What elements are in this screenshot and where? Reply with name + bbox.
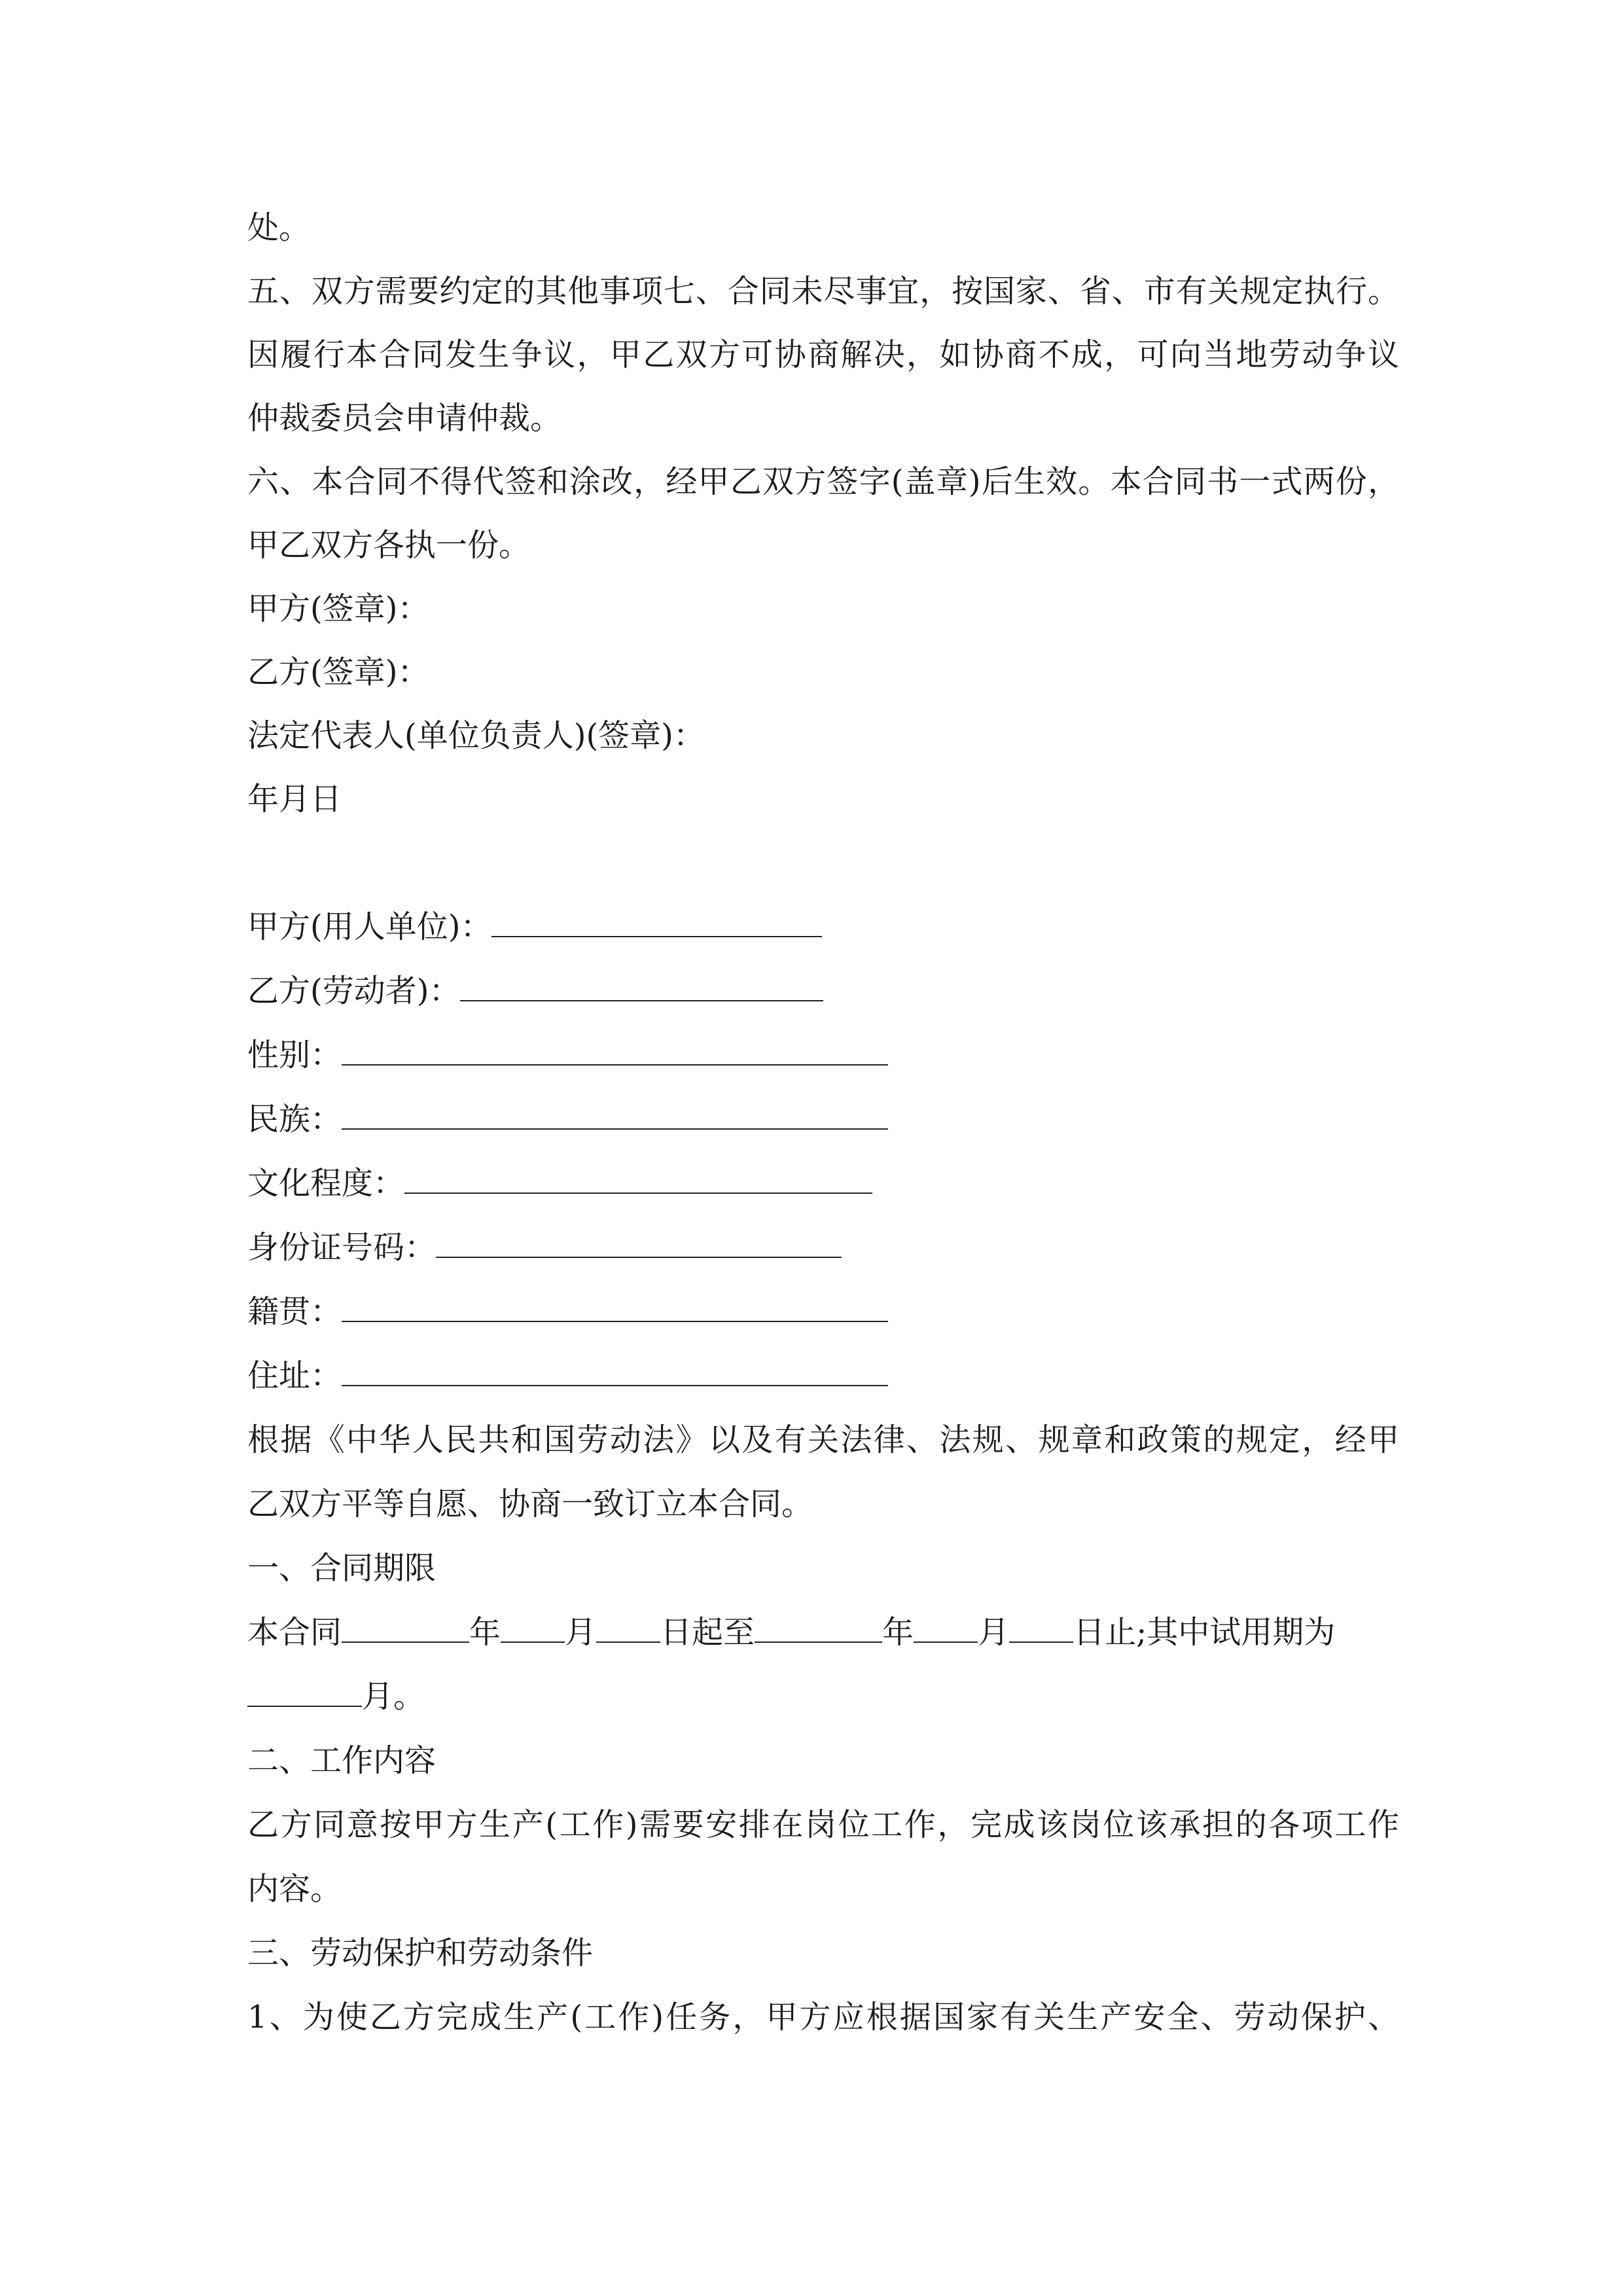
employer-blank[interactable] bbox=[491, 910, 822, 937]
clause-line: 处。 bbox=[247, 209, 311, 246]
clause-line: 因履行本合同发生争议，甲乙双方可协商解决，如协商不成，可向当地劳动争议 bbox=[247, 336, 1399, 373]
clause-five: 五、双方需要约定的其他事项七、合同未尽事宜，按国家、省、市有关规定执行。 bbox=[247, 273, 1399, 310]
contract-term-line bbox=[247, 1613, 1399, 1652]
month-label: 月 bbox=[565, 1614, 597, 1651]
clause-line: 甲乙双方各执一份。 bbox=[247, 527, 531, 564]
start-year-blank[interactable] bbox=[342, 1615, 469, 1643]
intro-paragraph: 根据《中华人民共和国劳动法》以及有关法律、法规、规章和政策的规定，经甲 bbox=[247, 1422, 1399, 1458]
day-start-label: 日起至 bbox=[660, 1614, 755, 1651]
ethnicity-blank[interactable] bbox=[342, 1102, 888, 1130]
clause-line: 仲裁委员会申请仲裁。 bbox=[247, 400, 562, 437]
probation-line bbox=[247, 1677, 1399, 1716]
clause-six: 六、本合同不得代签和涂改，经甲乙双方签字(盖章)后生效。本合同书一式两份， bbox=[247, 463, 1399, 500]
worker-blank[interactable] bbox=[460, 974, 823, 1001]
section-title: 三、劳动保护和劳动条件 bbox=[247, 1935, 594, 1971]
day-end-label: 日止;其中试用期为 bbox=[1073, 1614, 1336, 1651]
work-paragraph: 内容。 bbox=[247, 1871, 342, 1907]
education-blank[interactable] bbox=[404, 1166, 872, 1194]
end-year-blank[interactable] bbox=[755, 1615, 882, 1643]
intro-paragraph: 乙双方平等自愿、协商一致订立本合同。 bbox=[247, 1486, 813, 1522]
worker-label: 乙方(劳动者)： bbox=[247, 973, 461, 1009]
end-month-blank[interactable] bbox=[914, 1615, 978, 1643]
native-place-label: 籍贯： bbox=[247, 1293, 342, 1330]
gender-label: 性别： bbox=[247, 1037, 342, 1073]
address-label: 住址： bbox=[247, 1357, 342, 1394]
start-month-blank[interactable] bbox=[501, 1615, 565, 1643]
education-label: 文化程度： bbox=[247, 1165, 405, 1202]
end-day-blank[interactable] bbox=[1009, 1615, 1073, 1643]
address-field bbox=[247, 1356, 1399, 1395]
term-prefix: 本合同 bbox=[247, 1614, 342, 1651]
education-field bbox=[247, 1164, 1399, 1203]
ethnicity-field bbox=[247, 1100, 1399, 1139]
signature-date: 年月日 bbox=[247, 781, 342, 817]
year-label: 年 bbox=[882, 1614, 914, 1651]
id-number-label: 身份证号码： bbox=[247, 1229, 437, 1266]
address-blank[interactable] bbox=[342, 1359, 888, 1386]
year-label: 年 bbox=[469, 1614, 501, 1651]
start-day-blank[interactable] bbox=[596, 1615, 660, 1643]
employer-label: 甲方(用人单位)： bbox=[247, 908, 492, 945]
party-a-signature-label: 甲方(签章)： bbox=[247, 590, 429, 627]
gender-blank[interactable] bbox=[342, 1038, 888, 1066]
legal-rep-signature-label: 法定代表人(单位负责人)(签章)： bbox=[247, 717, 705, 754]
section-title: 二、工作内容 bbox=[247, 1742, 437, 1779]
section-title: 一、合同期限 bbox=[247, 1550, 437, 1587]
probation-months-blank[interactable] bbox=[247, 1679, 362, 1707]
gender-field bbox=[247, 1035, 1399, 1075]
employer-field bbox=[247, 907, 1399, 946]
ethnicity-label: 民族： bbox=[247, 1101, 342, 1138]
month-label: 月 bbox=[978, 1614, 1010, 1651]
probation-month-label: 月。 bbox=[362, 1678, 425, 1715]
work-paragraph: 乙方同意按甲方生产(工作)需要安排在岗位工作，完成该岗位该承担的各项工作 bbox=[247, 1806, 1399, 1843]
id-number-blank[interactable] bbox=[436, 1230, 842, 1258]
id-number-field bbox=[247, 1228, 1399, 1267]
protection-paragraph: 1、为使乙方完成生产(工作)任务，甲方应根据国家有关生产安全、劳动保护、 bbox=[247, 1999, 1399, 2036]
native-place-field bbox=[247, 1292, 1399, 1331]
worker-field bbox=[247, 971, 1399, 1011]
party-b-signature-label: 乙方(签章)： bbox=[247, 654, 429, 691]
native-place-blank[interactable] bbox=[342, 1295, 888, 1322]
